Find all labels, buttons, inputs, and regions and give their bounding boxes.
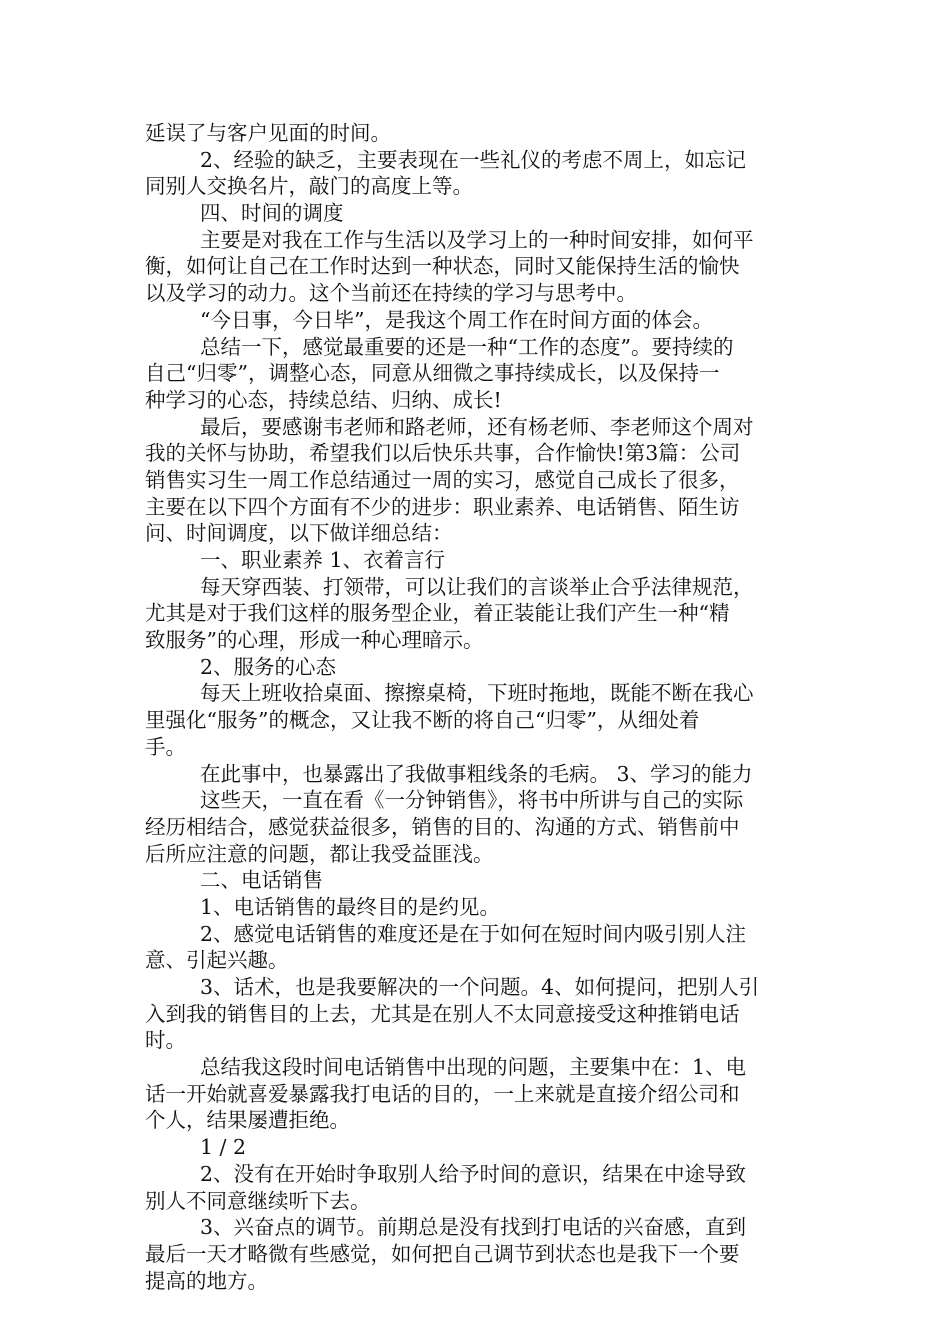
text-line: 主要在以下四个方面有不少的进步：职业素养、电话销售、陌生访 bbox=[145, 494, 740, 519]
text-line: 问、时间调度，以下做详细总结： bbox=[145, 521, 453, 546]
text-line: 以及学习的动力。这个当前还在持续的学习与思考中。 bbox=[145, 281, 637, 306]
text-line: 二、电话销售 bbox=[200, 868, 323, 893]
text-line: 我的关怀与协助，希望我们以后快乐共事，合作愉快!第3篇：公司 bbox=[145, 441, 741, 466]
text-line: 提高的地方。 bbox=[145, 1268, 268, 1293]
text-line: 意、引起兴趣。 bbox=[145, 948, 289, 973]
text-line: 每天穿西装、打领带，可以让我们的言谈举止合乎法律规范， bbox=[200, 574, 754, 599]
text-line: 这些天，一直在看《一分钟销售》，将书中所讲与自己的实际 bbox=[200, 788, 744, 813]
text-line: 尤其是对于我们这样的服务型企业，着正装能让我们产生一种“精 bbox=[145, 601, 730, 626]
page-number: 1 / 2 bbox=[200, 1135, 247, 1160]
text-line: 最后一天才略微有些感觉，如何把自己调节到状态也是我下一个要 bbox=[145, 1241, 740, 1266]
text-line: “今日事，今日毕”，是我这个周工作在时间方面的体会。 bbox=[200, 307, 713, 332]
text-line: 2、感觉电话销售的难度还是在于如何在短时间内吸引别人注 bbox=[200, 921, 747, 946]
text-line: 别人不同意继续听下去。 bbox=[145, 1188, 371, 1213]
text-line: 3、话术，也是我要解决的一个问题。4、如何提问，把别人引 bbox=[200, 975, 760, 999]
text-line: 3、兴奋点的调节。前期总是没有找到打电话的兴奋感，直到 bbox=[200, 1215, 747, 1240]
text-line: 延误了与客户见面的时间。 bbox=[145, 121, 391, 145]
text-line: 2、没有在开始时争取别人给予时间的意识，结果在中途导致 bbox=[200, 1161, 747, 1186]
text-line: 主要是对我在工作与生活以及学习上的一种时间安排，如何平 bbox=[200, 227, 754, 252]
text-line: 每天上班收拾桌面、擦擦桌椅，下班时拖地，既能不断在我心 bbox=[200, 681, 754, 706]
text-line: 最后，要感谢韦老师和路老师，还有杨老师、李老师这个周对 bbox=[200, 414, 754, 439]
text-line: 在此事中，也暴露出了我做事粗线条的毛病。 3、学习的能力 bbox=[200, 761, 753, 786]
text-line: 同别人交换名片，敲门的高度上等。 bbox=[145, 174, 473, 199]
text-line: 自己“归零”，调整心态，同意从细微之事持续成长，以及保持一 bbox=[145, 361, 720, 386]
text-line: 入到我的销售目的上去，尤其是在别人不太同意接受这种推销电话 bbox=[145, 1001, 740, 1026]
text-line: 经历相结合，感觉获益很多，销售的目的、沟通的方式、销售前中 bbox=[145, 814, 740, 839]
text-line: 2、经验的缺乏，主要表现在一些礼仪的考虑不周上，如忘记 bbox=[200, 147, 747, 172]
text-line: 2、服务的心态 bbox=[200, 654, 337, 679]
text-line: 个人，结果屡遭拒绝。 bbox=[145, 1108, 350, 1133]
text-line: 总结我这段时间电话销售中出现的问题，主要集中在：1、电 bbox=[200, 1055, 747, 1080]
text-line: 后所应注意的问题，都让我受益匪浅。 bbox=[145, 841, 494, 866]
text-line: 时。 bbox=[145, 1028, 186, 1053]
text-line: 话一开始就喜爱暴露我打电话的目的，一上来就是直接介绍公司和 bbox=[145, 1081, 740, 1106]
text-line: 里强化“服务”的概念，又让我不断的将自己“归零”，从细处着 bbox=[145, 708, 700, 733]
text-line: 致服务”的心理，形成一种心理暗示。 bbox=[145, 628, 484, 653]
text-line: 销售实习生一周工作总结通过一周的实习，感觉自己成长了很多， bbox=[145, 467, 740, 492]
text-line: 一、职业素养 1、衣着言行 bbox=[200, 548, 446, 572]
text-line: 衡，如何让自己在工作时达到一种状态，同时又能保持生活的愉快 bbox=[145, 254, 740, 279]
text-line: 总结一下，感觉最重要的还是一种“工作的态度”。要持续的 bbox=[200, 334, 734, 359]
document-body bbox=[145, 120, 809, 1294]
text-line: 手。 bbox=[145, 734, 186, 759]
text-line: 种学习的心态，持续总结、归纳、成长! bbox=[145, 387, 502, 412]
text-line: 1、电话销售的最终目的是约见。 bbox=[200, 894, 501, 919]
text-line: 四、时间的调度 bbox=[200, 201, 344, 226]
